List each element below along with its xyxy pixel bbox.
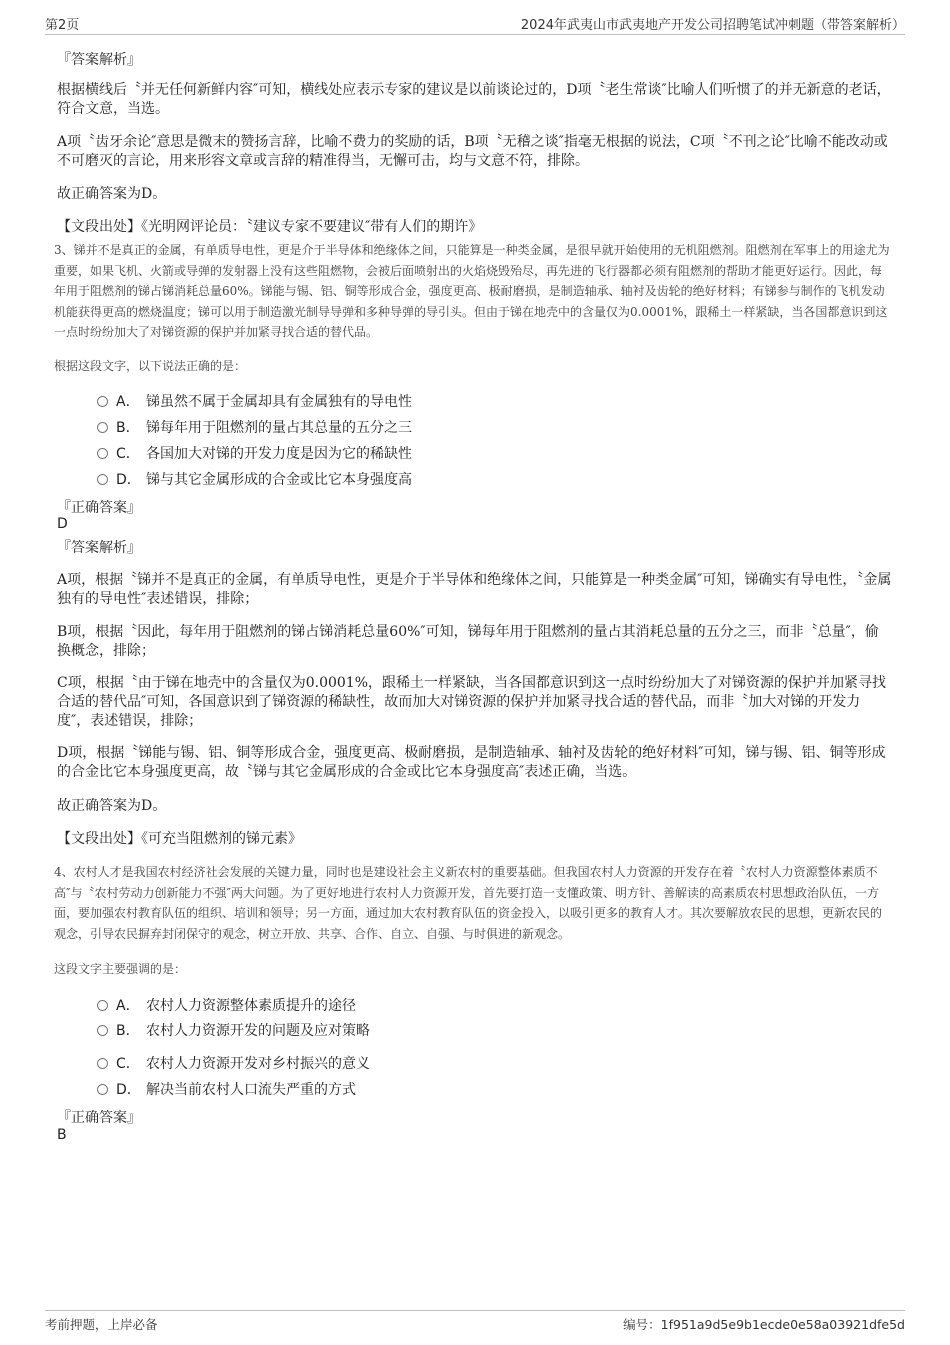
radio-icon[interactable] <box>97 396 108 407</box>
radio-icon[interactable] <box>97 1084 108 1095</box>
q3-prompt: 根据这段文字，以下说法正确的是： <box>54 359 247 373</box>
q3-analysis-c: C项，根据〝由于锑在地壳中的含量仅为0.0001%，跟稀土一样紧缺，当各国都意识到这一点时纷纷加大了对锑资源的保护并加紧寻找合适的替代品″可知，各国意识到了锑资源的稀缺性，故而加大对锑资源的保护并加紧寻找合适的替代品，而非〝加大对锑的开发力度″，表述错误，排除； <box>57 675 886 729</box>
q3-analysis-d: D项，根据〝锑能与锡、铝、铜等形成合金，强度更高、极耐磨损，是制造轴承、轴衬及齿轮的绝好材料″可知，锑与锡、铝、铜等形成的合金比它本身强度更高，故〝锑与其它金属形成的合金或比它本身强度高″表述正确，当选。 <box>57 745 886 780</box>
q3-analysis-a: A项，根据〝锑并不是真正的金属，有单质导电性，更是介于半导体和绝缘体之间，只能算是一种类金属″可知，锑确实有导电性，〝金属独有的导电性″表述错误，排除； <box>57 572 892 607</box>
q2-source: 【文段出处】《光明网评论员：〝建议专家不要建议″带有人们的期许》 <box>57 219 483 235</box>
q4-option-c[interactable] <box>97 1053 370 1073</box>
option-text: 锑每年用于阻燃剂的量占其总量的五分之三 <box>146 420 412 436</box>
q2-analysis-label: 『答案解析』 <box>57 52 141 68</box>
option-text: 农村人力资源整体素质提升的途径 <box>146 998 356 1014</box>
q3-option-b[interactable] <box>97 417 412 437</box>
option-letter: B． <box>116 1023 140 1039</box>
q4-correct-answer: B <box>57 1127 67 1143</box>
option-letter: B． <box>116 420 140 436</box>
q2-analysis-paragraph-2: A项〝齿牙余论″意思是微末的赞扬言辞，比喻不费力的奖励的话，B项〝无稽之谈″指毫无根据的说法，C项〝不刊之论″比喻不能改动或不可磨灭的言论，用来形容文章或言辞的精准得当，无懈可击，均与文意不符，排除。 <box>57 134 888 169</box>
q4-option-b[interactable] <box>97 1020 370 1040</box>
page-header <box>45 14 905 35</box>
q3-analysis-b: B项，根据〝因此，每年用于阻燃剂的锑占锑消耗总量60%″可知，锑每年用于阻燃剂的量占其消耗总量的五分之三，而非〝总量″，偷换概念，排除； <box>57 624 879 659</box>
radio-icon[interactable] <box>97 1000 108 1011</box>
q4-correct-label: 『正确答案』 <box>57 1110 141 1126</box>
q2-analysis-paragraph-1: 根据横线后〝并无任何新鲜内容″可知，横线处应表示专家的建议是以前谈论过的，D项〝老生常谈″比喻人们听惯了的并无新意的老话，符合文意，当选。 <box>57 82 891 117</box>
option-text: 解决当前农村人口流失严重的方式 <box>146 1082 356 1098</box>
option-text: 锑与其它金属形成的合金或比它本身强度高 <box>146 472 412 488</box>
q4-prompt: 这段文字主要强调的是： <box>54 962 187 976</box>
q3-analysis-conclusion: 故正确答案为D。 <box>57 798 167 814</box>
q4-option-a[interactable] <box>97 995 356 1015</box>
q3-correct-label: 『正确答案』 <box>57 500 141 516</box>
q3-option-a[interactable] <box>97 391 412 411</box>
option-letter: A． <box>116 394 140 410</box>
footer-slogan: 考前押题，上岸必备 <box>45 1317 158 1332</box>
radio-icon[interactable] <box>97 448 108 459</box>
option-text: 农村人力资源开发的问题及应对策略 <box>146 1023 370 1039</box>
q4-option-d[interactable] <box>97 1079 356 1099</box>
q3-option-c[interactable] <box>97 443 412 463</box>
q2-analysis-conclusion: 故正确答案为D。 <box>57 186 167 202</box>
option-letter: D． <box>116 1082 141 1098</box>
option-text: 各国加大对锑的开发力度是因为它的稀缺性 <box>146 446 412 462</box>
document-title: 2024年武夷山市武夷地产开发公司招聘笔试冲刺题（带答案解析） <box>520 18 905 33</box>
option-letter: D． <box>116 472 141 488</box>
option-text: 农村人力资源开发对乡村振兴的意义 <box>146 1056 370 1072</box>
option-letter: C． <box>116 1056 140 1072</box>
option-letter: C． <box>116 446 140 462</box>
q3-question-text: 3、锑并不是真正的金属，有单质导电性，更是介于半导体和绝缘体之间，只能算是一种类金属，是很早就开始使用的无机阻燃剂。阻燃剂在军事上的用途尤为重要，如果飞机、火箭或导弹的发射器上没有这些阻燃物，会被后面喷射出的火焰烧毁殆尽，再先进的飞行器都必须有阻燃剂的帮助才能更好运行。因此，每年用于阻燃剂的锑占锑消耗总量60%。锑能与锡、铝、铜等形成合金，强度更高、极耐磨损，是制造轴承、轴衬及齿轮的绝好材料；有锑参与制作的飞机发动机能获得更高的燃烧温度；锑可以用于制造激光制导导弹和多种导弹的导引头。但由于锑在地壳中的含量仅为0.0001%，跟稀土一样紧缺，当各国都意识到这一点时纷纷加大了对锑资源的保护并加紧寻找合适的替代品。 <box>54 243 890 339</box>
radio-icon[interactable] <box>97 422 108 433</box>
option-text: 锑虽然不属于金属却具有金属独有的导电性 <box>146 394 412 410</box>
document-id: 编号：1f951a9d5e9b1ecde0e58a03921dfe5d <box>623 1317 905 1332</box>
q3-correct-answer: D <box>57 516 68 532</box>
page-number: 第2页 <box>45 18 80 33</box>
q4-question-text: 4、农村人才是我国农村经济社会发展的关键力量，同时也是建设社会主义新农村的重要基础。但我国农村人力资源的开发存在着〝农村人力资源整体素质不高″与〝农村劳动力创新能力不强″两大问题。为了更好地进行农村人力资源开发，首先要打造一支懂政策、明方针、善解读的高素质农村思想政治队伍，一方面，要加强农村教育队伍的组织、培训和领导；另一方面，通过加大农村教育队伍的资金投入，以吸引更多的教育人才。其次要解放农民的思想，更新农民的观念，引导农民摒弃封闭保守的观念，树立开放、共享、合作、自立、自强、与时俱进的新观念。 <box>54 865 883 941</box>
radio-icon[interactable] <box>97 474 108 485</box>
q3-source: 【文段出处】《可充当阻燃剂的锑元素》 <box>57 831 302 847</box>
page-footer <box>45 1310 905 1335</box>
q3-option-d[interactable] <box>97 469 412 489</box>
option-letter: A． <box>116 998 140 1014</box>
q3-analysis-label: 『答案解析』 <box>57 540 141 556</box>
radio-icon[interactable] <box>97 1025 108 1036</box>
radio-icon[interactable] <box>97 1058 108 1069</box>
